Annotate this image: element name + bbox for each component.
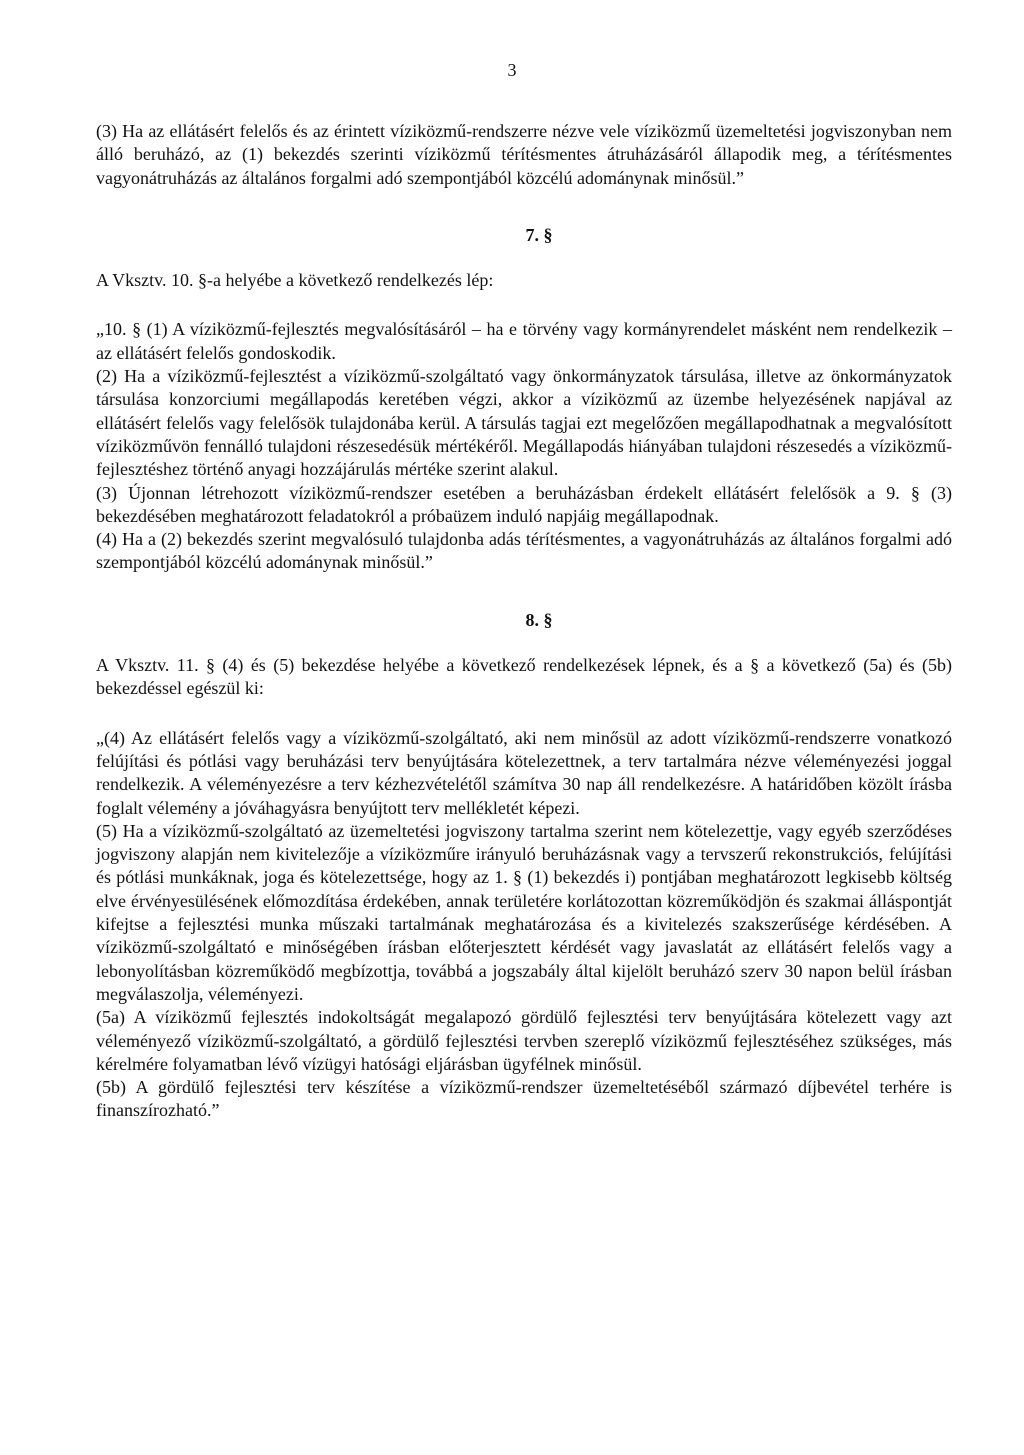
section-7-paragraph: (2) Ha a víziközmű-fejlesztést a víziközmű-szolgáltató vagy önkormányzatok társulása, illetve az önkormányzatok társulása konzorciumi megállapodás keretében végzi, akkor a víziközmű az üzembe helyezésének napjával az ellátásért felelős vagy felelősök tulajdonába kerül. A társulás tagjai ezt megelőzően megállapodhatnak a megvalósított víziközművön fennálló tulajdoni részesedésük mértékéről. Megállapodás hiányában tulajdoni részesedés a víziközmű-fejlesztéshez történő anyagi hozzájárulás mértéke szerint alakul. (96, 366, 952, 480)
section-8-heading: 8. § (525, 609, 553, 630)
section-8-paragraph: „(4) Az ellátásért felelős vagy a víziközmű-szolgáltató, aki nem minősül az adott víziközmű-rendszerre vonatkozó felújítási és pótlási vagy beruházási terv benyújtására kötelezettnek, a terv tartalmára nézve véleményezési joggal rendelkezik. A véleményezésre a terv kézhezvételétől számítva 30 nap áll rendelkezésre. A határidőben közölt írásba foglalt vélemény a jóváhagyásra benyújtott terv mellékletét képezi. (96, 727, 952, 818)
page-number: 3 (507, 60, 517, 80)
intro-paragraph: (3) Ha az ellátásért felelős és az érintett víziközmű-rendszerre nézve vele víziközmű üzemeltetési jogviszonyban nem álló beruházó, az (1) bekezdés szerinti víziközmű térítésmentes átruházásáról állapodik meg, a térítésmentes vagyonátruházás az általános forgalmi adó szempontjából közcélú adománynak minősül.” (96, 121, 952, 188)
section-7-heading: 7. § (525, 224, 553, 245)
section-7-paragraph: (4) Ha a (2) bekezdés szerint megvalósuló tulajdonba adás térítésmentes, a vagyonátruházás az általános forgalmi adó szempontjából közcélú adománynak minősül.” (96, 529, 952, 573)
section-8-intro: A Vksztv. 11. § (4) és (5) bekezdése helyébe a következő rendelkezések lépnek, és a § a következő (5a) és (5b) bekezdéssel egészül ki: (96, 655, 952, 699)
section-8-paragraph: (5b) A gördülő fejlesztési terv készítése a víziközmű-rendszer üzemeltetéséből származó díjbevétel terhére is finanszírozható.” (96, 1077, 952, 1121)
section-8-paragraph: (5a) A víziközmű fejlesztés indokoltságát megalapozó gördülő fejlesztési terv benyújtására kötelezett vagy azt véleményező víziközmű-szolgáltató, a gördülő fejlesztési tervben szereplő víziközmű fejlesztéséhez szükséges, más kérelmére folyamatban lévő vízügyi hatósági eljárásban ügyfélnek minősül. (96, 1007, 952, 1074)
section-8-paragraph: (5) Ha a víziközmű-szolgáltató az üzemeltetési jogviszony tartalma szerint nem kötelezettje, vagy egyéb szerződéses jogviszony alapján nem kivitelezője a víziközműre irányuló beruházásnak vagy a tervszerű rekonstrukciós, felújítási és pótlási munkáknak, joga és kötelezettsége, hogy az 1. § (1) bekezdés i) pontjában meghatározott legkisebb költség elve érvényesülésének előmozdítása érdekében, annak területére korlátozottan közreműködjön és szakmai álláspontját kifejtse a fejlesztési munka műszaki tartalmának meghatározása és a kivitelezés szakszerűsége kérdésében. A víziközmű-szolgáltató e minőségében írásban előterjesztett kérdését vagy javaslatát az ellátásért felelős vagy a lebonyolításban közreműködő megbízottja, továbbá a jogszabály által kijelölt beruházó szerv 30 napon belül írásban megválaszolja, véleményezi. (96, 820, 952, 1004)
section-7-intro: A Vksztv. 10. §-a helyébe a következő rendelkezés lép: (96, 270, 494, 291)
document-body (96, 120, 952, 1123)
section-7-paragraph: (3) Újonnan létrehozott víziközmű-rendszer esetében a beruházásban érdekelt ellátásért felelősök a 9. § (3) bekezdésében meghatározott feladatokról a próbaüzem induló napjáig megállapodnak. (96, 482, 952, 526)
section-7-paragraph: „10. § (1) A víziközmű-fejlesztés megvalósításáról – ha e törvény vagy kormányrendelet másként nem rendelkezik – az ellátásért felelős gondoskodik. (96, 319, 952, 363)
